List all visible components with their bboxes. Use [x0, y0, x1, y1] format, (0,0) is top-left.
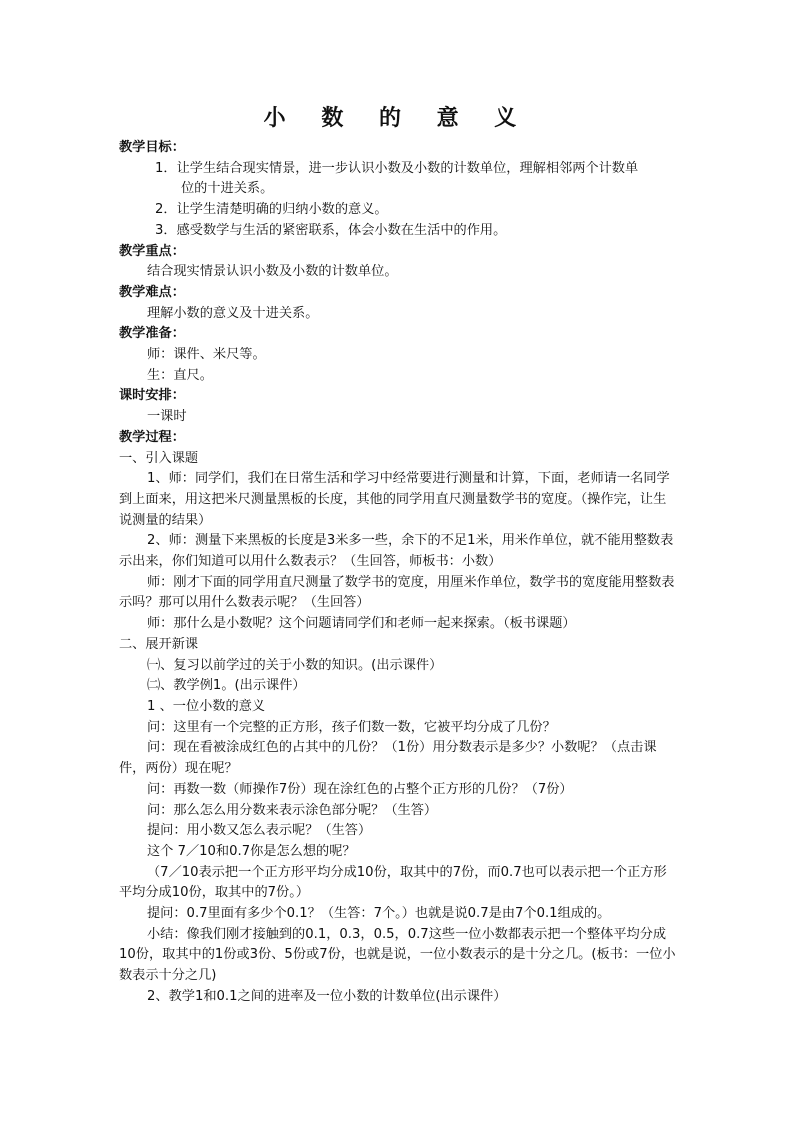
paragraph: 位的十进关系。 — [181, 181, 274, 197]
paragraph: 生：直尺。 — [147, 367, 213, 383]
paragraph: 结合现实情景认识小数及小数的计数单位。 — [147, 264, 398, 280]
section-heading: 教学难点： — [119, 284, 185, 300]
paragraph: ㈠、复习以前学过的关于小数的知识。(出示课件） — [147, 657, 443, 673]
paragraph: 师：刚才下面的同学用直尺测量了数学书的宽度，用厘米作单位，数学书的宽度能用整数表示吗？那可以用什么数表示呢？（生回答） — [119, 574, 675, 611]
section-heading: 教学过程： — [119, 429, 185, 445]
paragraph: 问：再数一数（师操作7份）现在涂红色的占整个正方形的几份？（7份） — [147, 781, 573, 797]
section-heading: 课时安排： — [119, 388, 185, 404]
paragraph: 问：现在看被涂成红色的占其中的几份？（1份）用分数表示是多少？小数呢？（点击课件，两份）现在呢？ — [119, 740, 657, 777]
paragraph: 理解小数的意义及十进关系。 — [147, 305, 319, 321]
paragraph: 一课时 — [147, 409, 187, 425]
document-body — [119, 138, 679, 1008]
page-title: 小 数 的 意 义 — [263, 106, 531, 131]
paragraph: 小结：像我们刚才接触到的0.1，0.3，0.5，0.7这些一位小数都表示把一个整体平均分成10份，取其中的1份或3份、5份或7份，也就是说，一位小数表示的是十分之几。(板书：一位小数表示十分之几) — [119, 926, 676, 984]
paragraph: 师：那什么是小数呢？这个问题请同学们和老师一起来探索。（板书课题） — [147, 616, 576, 632]
paragraph: 一、引入课题 — [119, 450, 199, 466]
paragraph: 3．感受数学与生活的紧密联系，体会小数在生活中的作用。 — [155, 222, 507, 238]
paragraph: 2、教学1和0.1之间的进率及一位小数的计数单位(出示课件） — [147, 988, 507, 1004]
section-heading: 教学准备： — [119, 326, 185, 342]
paragraph: 这个 7／10和0.7你是怎么想的呢？ — [147, 843, 356, 859]
section-heading: 教学目标： — [119, 140, 185, 155]
paragraph: 二、展开新课 — [119, 636, 199, 652]
paragraph: 问：那么怎么用分数来表示涂色部分呢？（生答） — [147, 802, 438, 818]
paragraph: 2、师：测量下来黑板的长度是3米多一些，余下的不足1米，用米作单位，就不能用整数表示出来，你们知道可以用什么数表示？（生回答，师板书：小数） — [119, 533, 674, 570]
paragraph: （7／10表示把一个正方形平均分成10份，取其中的7份，而0.7也可以表示把一个正方形平均分成10份，取其中的7份。） — [119, 864, 667, 901]
paragraph: ㈡、教学例1。(出示课件） — [147, 678, 306, 694]
paragraph: 2．让学生清楚明确的归纳小数的意义。 — [155, 202, 388, 218]
paragraph: 提问：0.7里面有多少个0.1？（生答：7个。）也就是说0.7是由7个0.1组成的。 — [147, 906, 611, 922]
section-heading: 教学重点： — [119, 243, 185, 259]
paragraph: 提问：用小数又怎么表示呢？（生答） — [147, 823, 372, 839]
paragraph: 师：课件、米尺等。 — [147, 347, 266, 363]
paragraph: 1 、一位小数的意义 — [147, 698, 266, 714]
paragraph: 1、师：同学们，我们在日常生活和学习中经常要进行测量和计算，下面，老师请一名同学到上面来，用这把米尺测量黑板的长度，其他的同学用直尺测量数学书的宽度。（操作完，让生说测量的结果） — [119, 471, 670, 528]
paragraph: 1．让学生结合现实情景，进一步认识小数及小数的计数单位，理解相邻两个计数单 — [155, 160, 639, 176]
paragraph: 问：这里有一个完整的正方形，孩子们数一数，它被平均分成了几份？ — [147, 719, 556, 735]
